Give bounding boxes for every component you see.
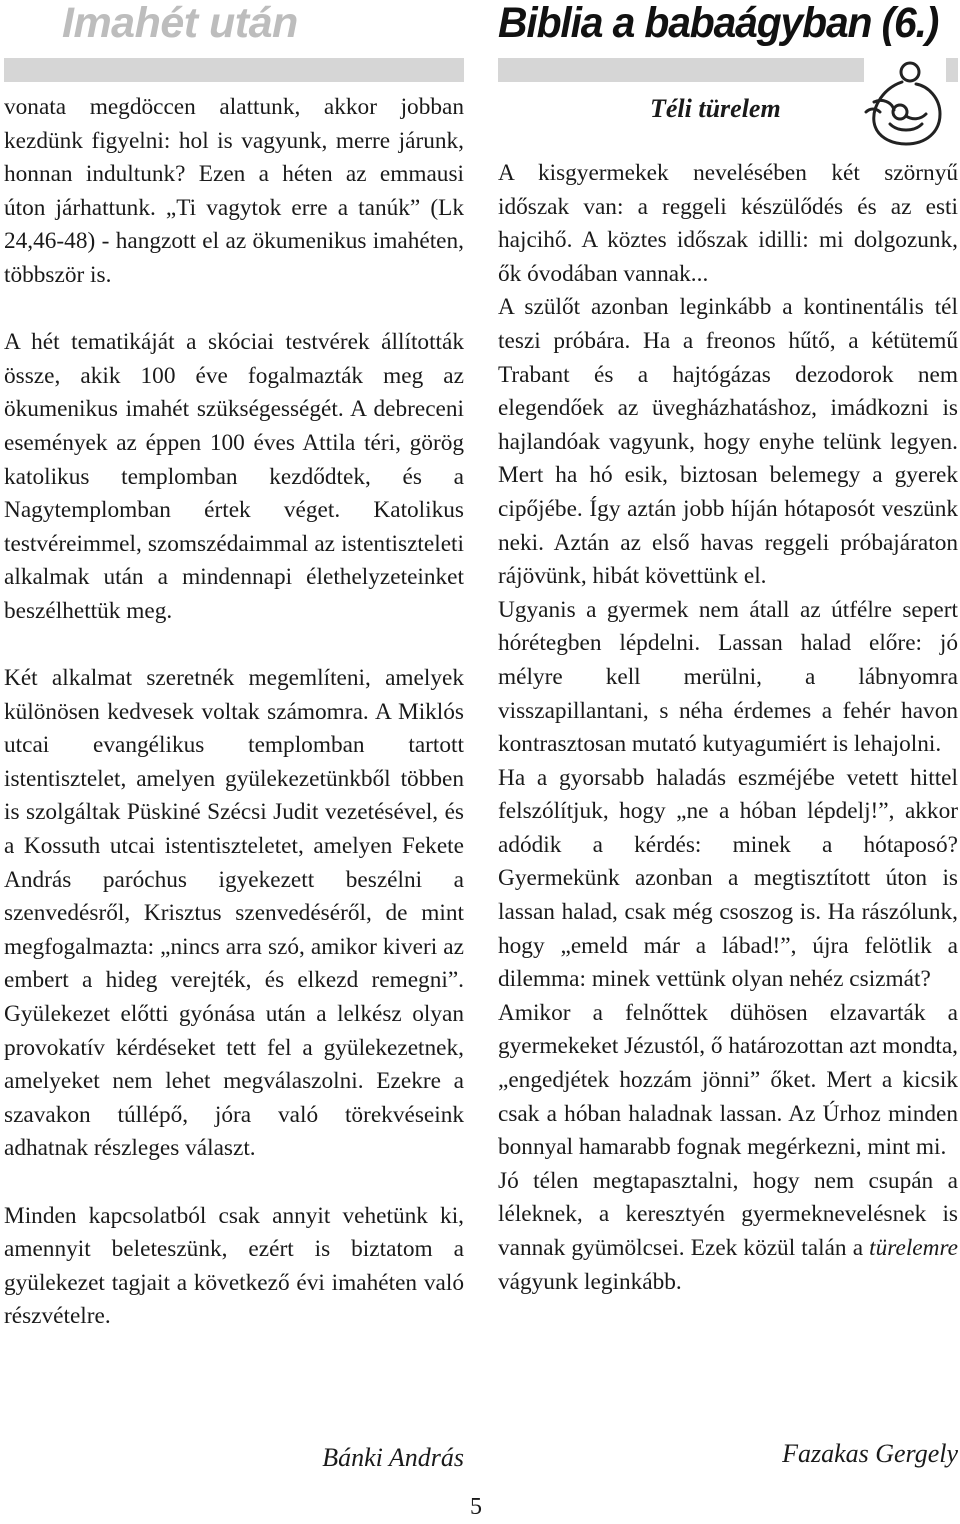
page-number: 5 — [470, 1494, 482, 1520]
right-paragraph-3: Ugyanis a gyermek nem átall az útfélre sepert hórétegben lépdelni. Lassan halad előre: jó mélyre kell merülni, a lábnyomra visszapillantani, s néha érdemes a fehér havon kontrasztosan mutató kutyagumiért is lehajolni. — [498, 596, 958, 758]
left-paragraph-3: Két alkalmat szeretnék megemlíteni, amelyek különösen kedvesek voltak számomra. A Miklós utcai evangélikus templomban tartott istentisztelet, amelyen gyülekezetünkből többen is szolgáltak Püskiné Szécsi Judit vezetésével, és a Kossuth utcai istentiszteletet, amelyen Fekete András paróchus igyekezett beszélni a szenvedésről, Krisztus szenvedéséről, de mint megfogalmazta: „nincs arra szó, amikor kiveri az embert a hideg verejték, és elkezd remegni”. Gyülekezet előtti gyónása után a lelkész olyan provokatív kérdéseket tett fel a gyülekezetnek, amelyeket nem lehet megválaszolni. Ezekre a szavakon túllépő, jóra való törekvéseink adhatnak részleges választ. — [4, 665, 464, 1162]
right-paragraph-6 — [498, 1165, 958, 1299]
right-article-body — [498, 157, 958, 1299]
left-paragraph-4: Minden kapcsolatból csak annyit vehetünk ki, amennyit beleteszünk, ezért is biztatom a gyülekezet tagjait a következő évi imahéten való részvételre. — [4, 1202, 464, 1330]
right-paragraph-5: Amikor a felnőttek dühösen elzavarták a gyermekeket Jézustól, ő határozottan azt mondta, „engedjétek hozzám jönni” őket. Mert a kicsik csak a hóban haladnak lassan. Az Úrhoz minden bonnyal hamarabb fognak megérkezni, mint mi. — [498, 999, 958, 1161]
right-paragraph-2: A szülőt azonban leginkább a kontinentális tél teszi próbára. Ha a freonos hűtő, a kétütemű Trabant és a hajtógázas dezodorok nem elegendőek az üvegházhatáshoz, imádkozni is hajlandóak vagyunk, hogy enyhe telünk legyen. Mert ha hó esik, biztosan belemegy a gyerek cipőjébe. Így aztán jobb híján hótaposót veszünk neki. Aztán az első havas reggeli próbajáraton rájövünk, hibát követtünk el. — [498, 294, 958, 590]
right-paragraph-6-end: vágyunk leginkább. — [498, 1268, 682, 1295]
right-paragraph-6-start: Jó télen megtapasztalni, hogy nem csupán a léleknek, a keresztyén gyermeknevelésnek is vannak gyümölcsei. Ezek közül talán a — [498, 1167, 958, 1261]
right-paragraph-4: Ha a gyorsabb haladás eszméjébe vetett hittel felszólítjuk, hogy „ne a hóban lépdelj!”, akkor adódik a kérdés: minek a hótaposó? Gyermekünk azonban a megtisztított úton is lassan halad, csak még csoszog is. Ha rászólunk, hogy „emeld már a lábad!”, újra felötlik a dilemma: minek vettünk olyan nehéz csizmát? — [498, 764, 958, 993]
left-paragraph-1: vonata megdöccen alattunk, akkor jobban kezdünk figyelni: hol is vagyunk, merre járunk, honnan indultunk? Ezen a héten az emmausi úton járhattunk. „Ti vagytok erre a tanúk” (Lk 24,46-48) - hangzott el az ökumenikus imahéten, többször is. — [4, 94, 464, 288]
mother-child-icon — [864, 58, 944, 150]
right-title-rule — [498, 58, 868, 82]
left-article-body — [4, 91, 464, 1334]
left-paragraph-2: A hét tematikáját a skóciai testvérek állították össze, akik 100 éve fogalmazták meg az ökumenikus imahét szükségességét. A debreceni események az éppen 100 éves Attila téri, görög katolikus templomban kezdődtek, és a Nagytemplomban értek véget. Katolikus testvéreimmel, szomszédaimmal az istentiszteleti alkalmak után a mindennapi élethelyzeteinket beszélhettük meg. — [4, 329, 464, 624]
left-article-signature: Bánki András — [322, 1443, 464, 1472]
right-article-title: Biblia a babaágyban (6.) — [498, 0, 939, 47]
left-article — [4, 0, 464, 1472]
right-title-rule-end — [946, 58, 958, 82]
right-article — [498, 0, 958, 1468]
right-paragraph-6-emphasis: türelemre — [869, 1235, 958, 1261]
left-title-rule — [4, 58, 464, 82]
left-article-title: Imahét után — [62, 0, 298, 47]
right-paragraph-1: A kisgyermekek nevelésében két szörnyű időszak van: a reggeli készülődés és az esti hajcihő. A köztes időszak idilli: mi dolgozunk, ők óvodában vannak... — [498, 160, 958, 287]
right-article-subtitle: Téli türelem — [650, 94, 781, 123]
right-article-signature: Fazakas Gergely — [782, 1439, 958, 1468]
